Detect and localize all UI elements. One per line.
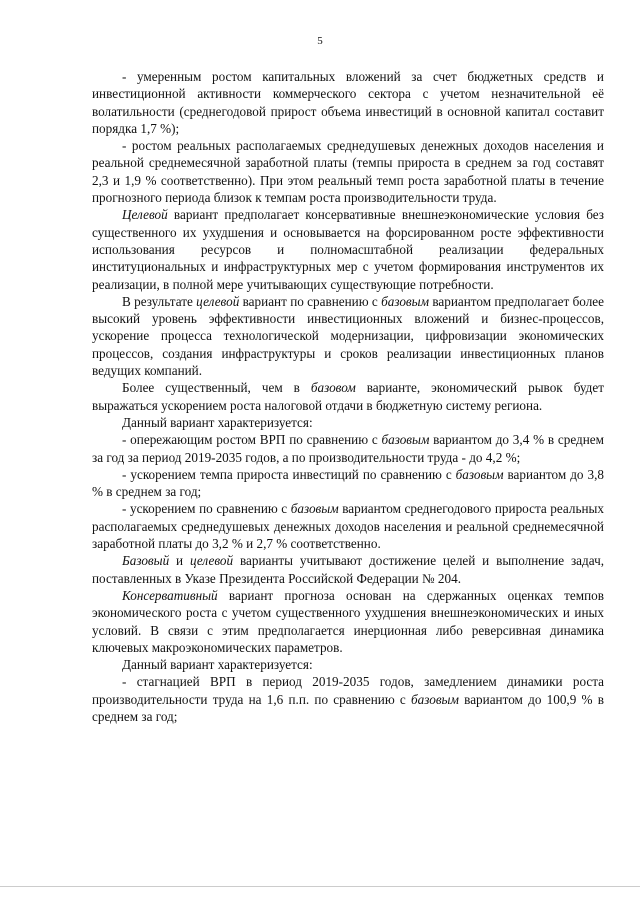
- text-run: - опережающим ростом ВРП по сравнению с: [122, 432, 382, 448]
- text-run: варианты учитывают достижение целей и выполнение задач, поставленных в Указе Президента Российской Федерации № 204.: [92, 553, 605, 586]
- emphasized-term: базовом: [310, 380, 356, 396]
- emphasized-term: базовым: [381, 293, 429, 309]
- paragraph: [92, 673, 604, 725]
- scan-edge-line: [0, 886, 640, 887]
- text-run: и: [169, 553, 190, 569]
- emphasized-term: целевой: [189, 553, 234, 569]
- paragraph: [92, 293, 604, 379]
- paragraph: [92, 137, 604, 206]
- paragraph: [92, 500, 604, 552]
- paragraph: [92, 656, 604, 673]
- paragraph: [92, 466, 604, 501]
- document-body: [92, 68, 604, 725]
- emphasized-term: базовым: [290, 501, 339, 517]
- emphasized-term: базовым: [381, 432, 430, 448]
- text-run: варианте, экономический рывок будет выражаться ускорением роста налоговой отдачи в бюджетную систему региона.: [92, 380, 604, 413]
- paragraph: [92, 587, 604, 656]
- text-run: - умеренным ростом капитальных вложений за счет бюджетных средств и инвестиционной активности коммерческого сектора с учетом незначительной её волатильности (среднегодовой прирост объема инвестиций в основной капитал составит порядка 1,7 %);: [92, 69, 604, 136]
- text-run: - стагнацией ВРП в период 2019-2035 годов, замедлением динамики роста производительности труда на 1,6 п.п. по сравнению с: [92, 674, 604, 707]
- text-run: - ускорением темпа прироста инвестиций по сравнению с: [122, 466, 456, 482]
- text-run: вариантом до 3,8 % в среднем за год;: [92, 466, 604, 500]
- emphasized-term: Целевой: [122, 207, 168, 223]
- text-run: - ускорением по сравнению с: [122, 501, 291, 517]
- paragraph: [92, 68, 604, 137]
- text-run: - ростом реальных располагаемых среднедушевых денежных доходов населения и реальной среднемесячной заработной платы (темпы прироста в среднем за год составят 2,3 и 1,9 % соответственно). При этом реальный темп роста заработной платы в течение прогнозного периода близок к темпам роста производительности труда.: [92, 138, 604, 206]
- paragraph: [92, 552, 604, 587]
- text-run: вариантом до 100,9 % в среднем за год;: [92, 691, 604, 724]
- text-run: Данный вариант характеризуется:: [122, 657, 313, 673]
- paragraph: [92, 379, 604, 414]
- emphasized-term: целевой: [196, 293, 240, 309]
- text-run: вариантом до 3,4 % в среднем за год за период 2019-2035 годов, а по производительности труда - до 4,2 %;: [92, 432, 604, 465]
- page-number: 5: [317, 35, 323, 47]
- text-run: Более существенный, чем в: [122, 380, 311, 396]
- text-run: вариант предполагает консервативные внешнеэкономические условия без существенного их ухудшения и основывается на форсированном росте эффективности использования ресурсов и полномасштабной реализации федеральных институциональных и инфраструктурных мер с учетом формирования инструментов их реализации, в полной мере учитывающих существующие потребности.: [92, 207, 604, 292]
- emphasized-term: Консервативный: [122, 587, 218, 603]
- text-run: вариант по сравнению с: [239, 293, 382, 309]
- emphasized-term: базовым: [411, 691, 459, 707]
- paragraph: [92, 431, 604, 466]
- text-run: вариантом среднегодового прироста реальных располагаемых среднедушевых денежных доходов населения и реальной среднемесячной заработной платы до 3,2 % и 2,7 % соответственно.: [92, 501, 604, 552]
- text-run: вариант прогноза основан на сдержанных оценках темпов экономического роста с учетом существенного ухудшения внешнеэкономических и иных условий. В связи с этим предполагается инерционная либо реверсивная динамика ключевых макроэкономических параметров.: [92, 587, 604, 655]
- emphasized-term: базовым: [455, 466, 504, 482]
- text-run: Данный вариант характеризуется:: [122, 414, 313, 430]
- text-run: В результате: [122, 293, 197, 309]
- text-run: вариантом предполагает более высокий уровень эффективности инвестиционных вложений и бизнес-процессов, ускорение процесса технологической модернизации, цифровизации экономических процессов, создания инфраструктуры и сроков реализации инвестиционных планов ведущих компаний.: [92, 293, 604, 379]
- paragraph: [92, 414, 604, 431]
- paragraph: [92, 206, 604, 292]
- emphasized-term: Базовый: [122, 553, 170, 569]
